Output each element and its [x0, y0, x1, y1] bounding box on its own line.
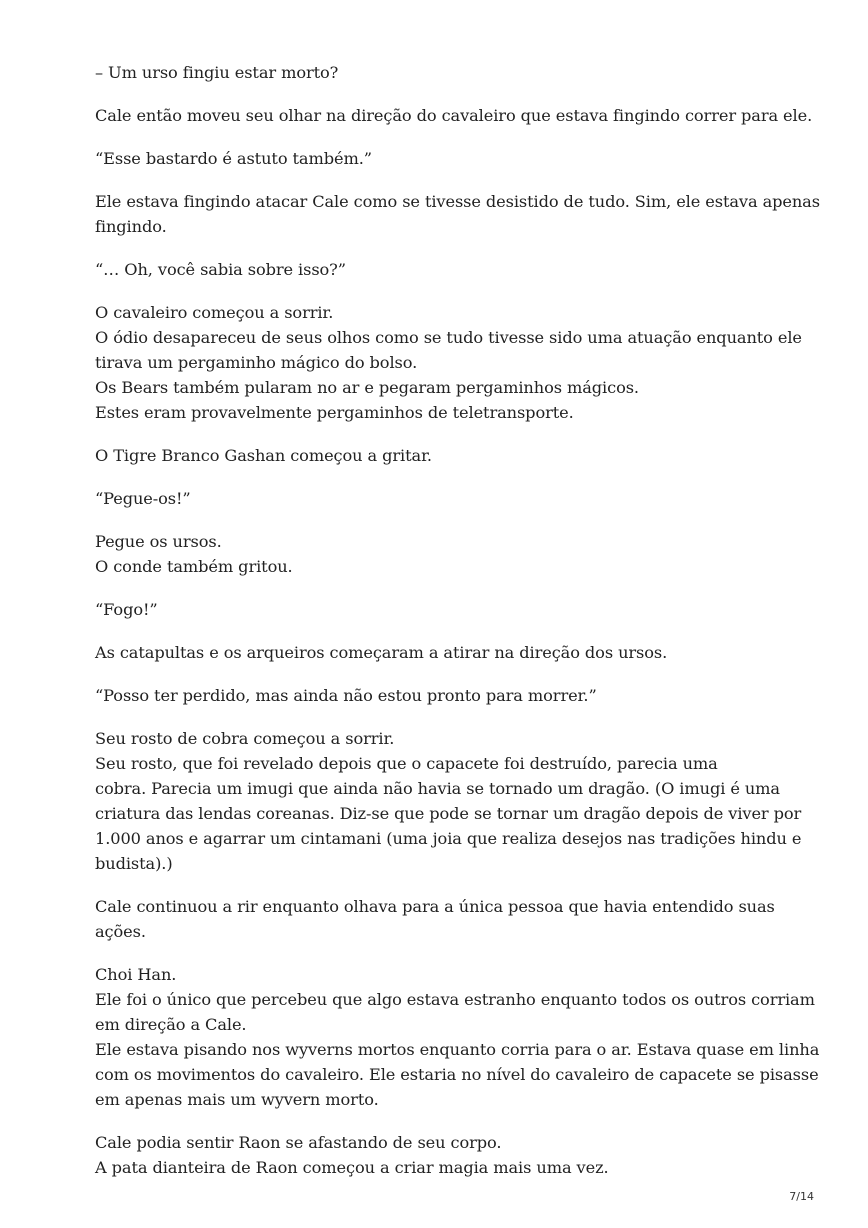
text-line: cobra. Parecia um imugi que ainda não havia se tornado um dragão. (O imugi é uma	[95, 779, 780, 798]
text-line: Pegue os ursos.	[95, 532, 222, 551]
paragraph	[95, 443, 795, 468]
text-line: O Tigre Branco Gashan começou a gritar.	[95, 446, 432, 465]
text-line: Cale podia sentir Raon se afastando de seu corpo.	[95, 1133, 502, 1152]
paragraph	[95, 189, 820, 239]
paragraph	[95, 146, 795, 171]
text-line: – Um urso fingiu estar morto?	[95, 63, 339, 82]
paragraph	[95, 640, 795, 665]
text-line: Estes eram provavelmente pergaminhos de teletransporte.	[95, 403, 574, 422]
paragraph	[95, 103, 813, 128]
text-line: Ele foi o único que percebeu que algo estava estranho enquanto todos os outros corriam	[95, 990, 815, 1009]
text-line: Choi Han.	[95, 965, 177, 984]
text-line: tirava um pergaminho mágico do bolso.	[95, 353, 418, 372]
paragraph	[95, 597, 795, 622]
paragraph	[95, 683, 795, 708]
text-line: em apenas mais um wyvern morto.	[95, 1090, 379, 1109]
text-line: Seu rosto, que foi revelado depois que o capacete foi destruído, parecia uma	[95, 754, 718, 773]
paragraph	[95, 726, 802, 876]
text-line: fingindo.	[95, 217, 167, 236]
text-line: Cale continuou a rir enquanto olhava para a única pessoa que havia entendido suas	[95, 897, 775, 916]
paragraph	[95, 60, 795, 85]
text-line: “Posso ter perdido, mas ainda não estou pronto para morrer.”	[95, 686, 597, 705]
text-line: “Pegue-os!”	[95, 489, 191, 508]
paragraph	[95, 529, 795, 579]
page-number: 7/14	[789, 1190, 814, 1203]
paragraph	[95, 300, 802, 425]
text-line: Os Bears também pularam no ar e pegaram pergaminhos mágicos.	[95, 378, 639, 397]
text-line: Ele estava pisando nos wyverns mortos enquanto corria para o ar. Estava quase em linha	[95, 1040, 820, 1059]
paragraph	[95, 894, 795, 944]
paragraph	[95, 962, 820, 1112]
text-line: Seu rosto de cobra começou a sorrir.	[95, 729, 395, 748]
text-line: A pata dianteira de Raon começou a criar magia mais uma vez.	[95, 1158, 609, 1177]
text-line: O cavaleiro começou a sorrir.	[95, 303, 334, 322]
text-line: As catapultas e os arqueiros começaram a atirar na direção dos ursos.	[95, 643, 668, 662]
text-line: “… Oh, você sabia sobre isso?”	[95, 260, 346, 279]
text-line: O ódio desapareceu de seus olhos como se tudo tivesse sido uma atuação enquanto ele	[95, 328, 802, 347]
text-line: “Fogo!”	[95, 600, 158, 619]
paragraph	[95, 257, 795, 282]
text-line: ações.	[95, 922, 146, 941]
text-line: criatura das lendas coreanas. Diz-se que pode se tornar um dragão depois de viver por	[95, 804, 802, 823]
text-line: com os movimentos do cavaleiro. Ele estaria no nível do cavaleiro de capacete se pisasse	[95, 1065, 819, 1084]
text-line: em direção a Cale.	[95, 1015, 247, 1034]
text-line: Ele estava fingindo atacar Cale como se tivesse desistido de tudo. Sim, ele estava apenas	[95, 192, 820, 211]
text-line: 1.000 anos e agarrar um cintamani (uma joia que realiza desejos nas tradições hindu e	[95, 829, 802, 848]
paragraph	[95, 486, 795, 511]
text-line: Cale então moveu seu olhar na direção do cavaleiro que estava fingindo correr para ele.	[95, 106, 813, 125]
text-line: budista).)	[95, 854, 173, 873]
text-line: O conde também gritou.	[95, 557, 293, 576]
paragraph	[95, 1130, 795, 1180]
text-line: “Esse bastardo é astuto também.”	[95, 149, 372, 168]
